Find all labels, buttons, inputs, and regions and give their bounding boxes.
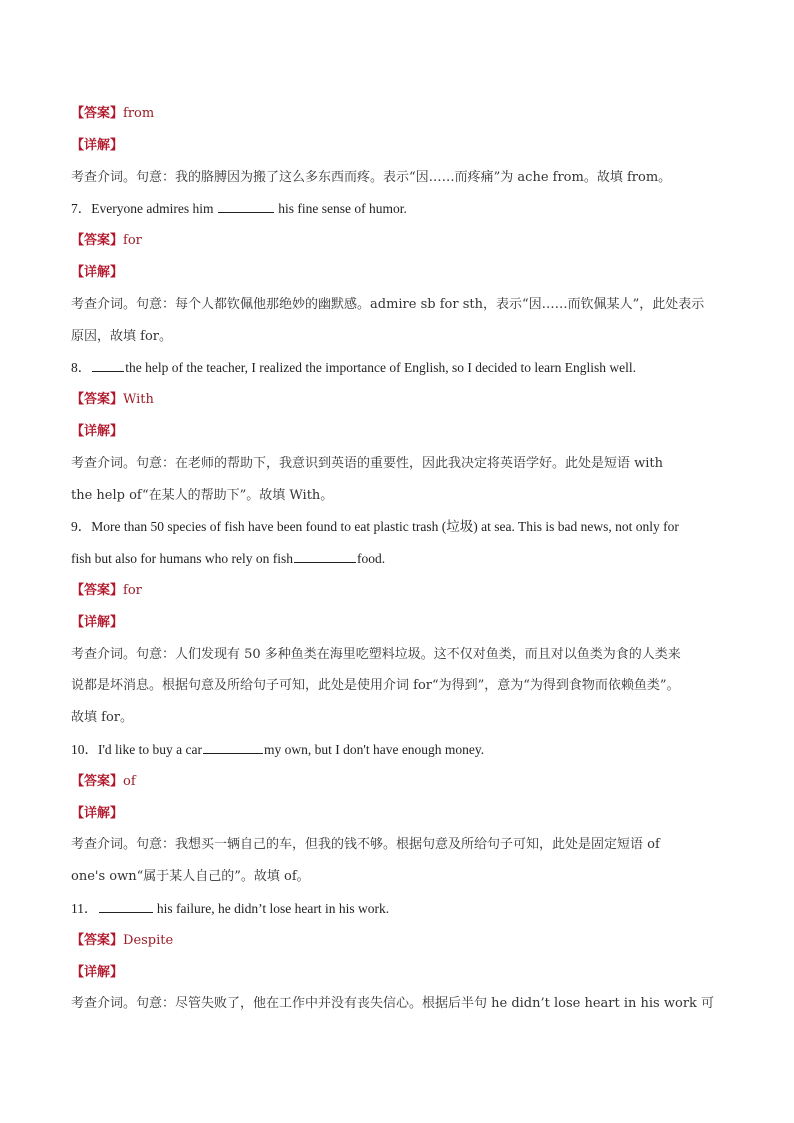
answer-blank [203,741,263,754]
explain-label: 【详解】 [71,805,124,821]
answer-label: 【答案】 [71,392,124,408]
explanation-text: 原因，故填 for。 [71,328,172,344]
explanation-text: 考查介词。句意：人们发现有 50 多种鱼类在海里吃塑料垃圾。这不仅对鱼类，而且对以鱼类为食的人类来 [71,646,681,662]
document-content [71,98,725,1020]
explanation-text: 说都是坏消息。根据句意及所给句子可知，此处是使用介词 for“为得到”，意为“为得到食物而依赖鱼类”。 [71,678,680,694]
question-number: 10． [71,741,98,757]
answer-blank [92,359,124,372]
explain-label-line [71,257,725,289]
answer-label: 【答案】 [71,233,124,249]
question-7 [71,193,725,225]
question-number: 7． [71,201,92,217]
explain-label: 【详解】 [71,964,124,980]
question-text: his failure, he didn’t lose heart in his work. [156,900,390,916]
explanation-text: one's own“属于某人自己的”。故填 of。 [71,869,310,885]
question-text: the help of the teacher, I realized the importance of English, so I decided to learn English well. [125,360,637,376]
question-text: More than 50 species of fish have been found to eat plastic trash (垃圾) at sea. This is bad news, not only for [91,519,679,535]
explain-label: 【详解】 [71,423,124,439]
explain-label-line [71,130,725,162]
question-9 [71,511,725,543]
question-10 [71,734,725,766]
answer-blank [294,550,356,563]
answer-label: 【答案】 [71,582,124,598]
answer-value: for [123,582,142,598]
explanation-text: 考查介词。句意：我想买一辆自己的车，但我的钱不够。根据句意及所给句子可知，此处是固定短语 of [71,837,660,853]
explain-label-line [71,607,725,639]
question-number: 9． [71,519,92,535]
explanation-text: 考查介词。句意：每个人都钦佩他那绝妙的幽默感。admire sb for sth，表示“因……而钦佩某人”，此处表示 [71,296,705,312]
question-text: food. [356,551,386,567]
answer-value: Despite [123,932,174,948]
answer-value: for [123,233,142,249]
explanation-text: 考查介词。句意：尽管失败了，他在工作中并没有丧失信心。根据后半句 he didn’t lose heart in his work 可 [71,996,715,1012]
answer-line [71,225,725,257]
answer-value: of [123,773,136,789]
answer-label: 【答案】 [71,932,124,948]
answer-value: With [123,392,154,408]
explanation-text: the help of“在某人的帮助下”。故填 With。 [71,487,334,503]
explain-label-line [71,416,725,448]
answer-label: 【答案】 [71,106,124,121]
question-8 [71,352,725,384]
question-9-continued [71,543,725,575]
answer-blank [218,200,274,213]
question-text: my own, but I don't have enough money. [264,741,485,757]
answer-line [71,766,725,798]
explanation-text: 故填 for。 [71,710,133,726]
explain-label-line [71,798,725,830]
question-text: I'd like to buy a car [98,741,203,757]
explain-label-line [71,957,725,989]
answer-label: 【答案】 [71,773,124,789]
explanation-text: 考查介词。句意：我的胳膊因为搬了这么多东西而疼。表示“因……而疼痛”为 ache from。故填 from。 [71,169,672,185]
answer-value: from [123,106,155,121]
answer-line [71,384,725,416]
answer-line [71,925,725,957]
explain-label: 【详解】 [71,137,124,153]
explain-label: 【详解】 [71,264,124,280]
question-number: 8． [71,360,92,376]
answer-line [71,575,725,607]
question-text: Everyone admires him [91,201,214,217]
question-text: fish but also for humans who rely on fish [71,551,293,567]
explanation-text: 考查介词。句意：在老师的帮助下，我意识到英语的重要性，因此我决定将英语学好。此处是短语 with [71,455,664,471]
answer-line [71,98,725,130]
question-number: 11． [71,900,98,916]
question-11 [71,893,725,925]
answer-blank [99,900,153,913]
explain-label: 【详解】 [71,614,124,630]
question-text: his fine sense of humor. [278,201,407,217]
